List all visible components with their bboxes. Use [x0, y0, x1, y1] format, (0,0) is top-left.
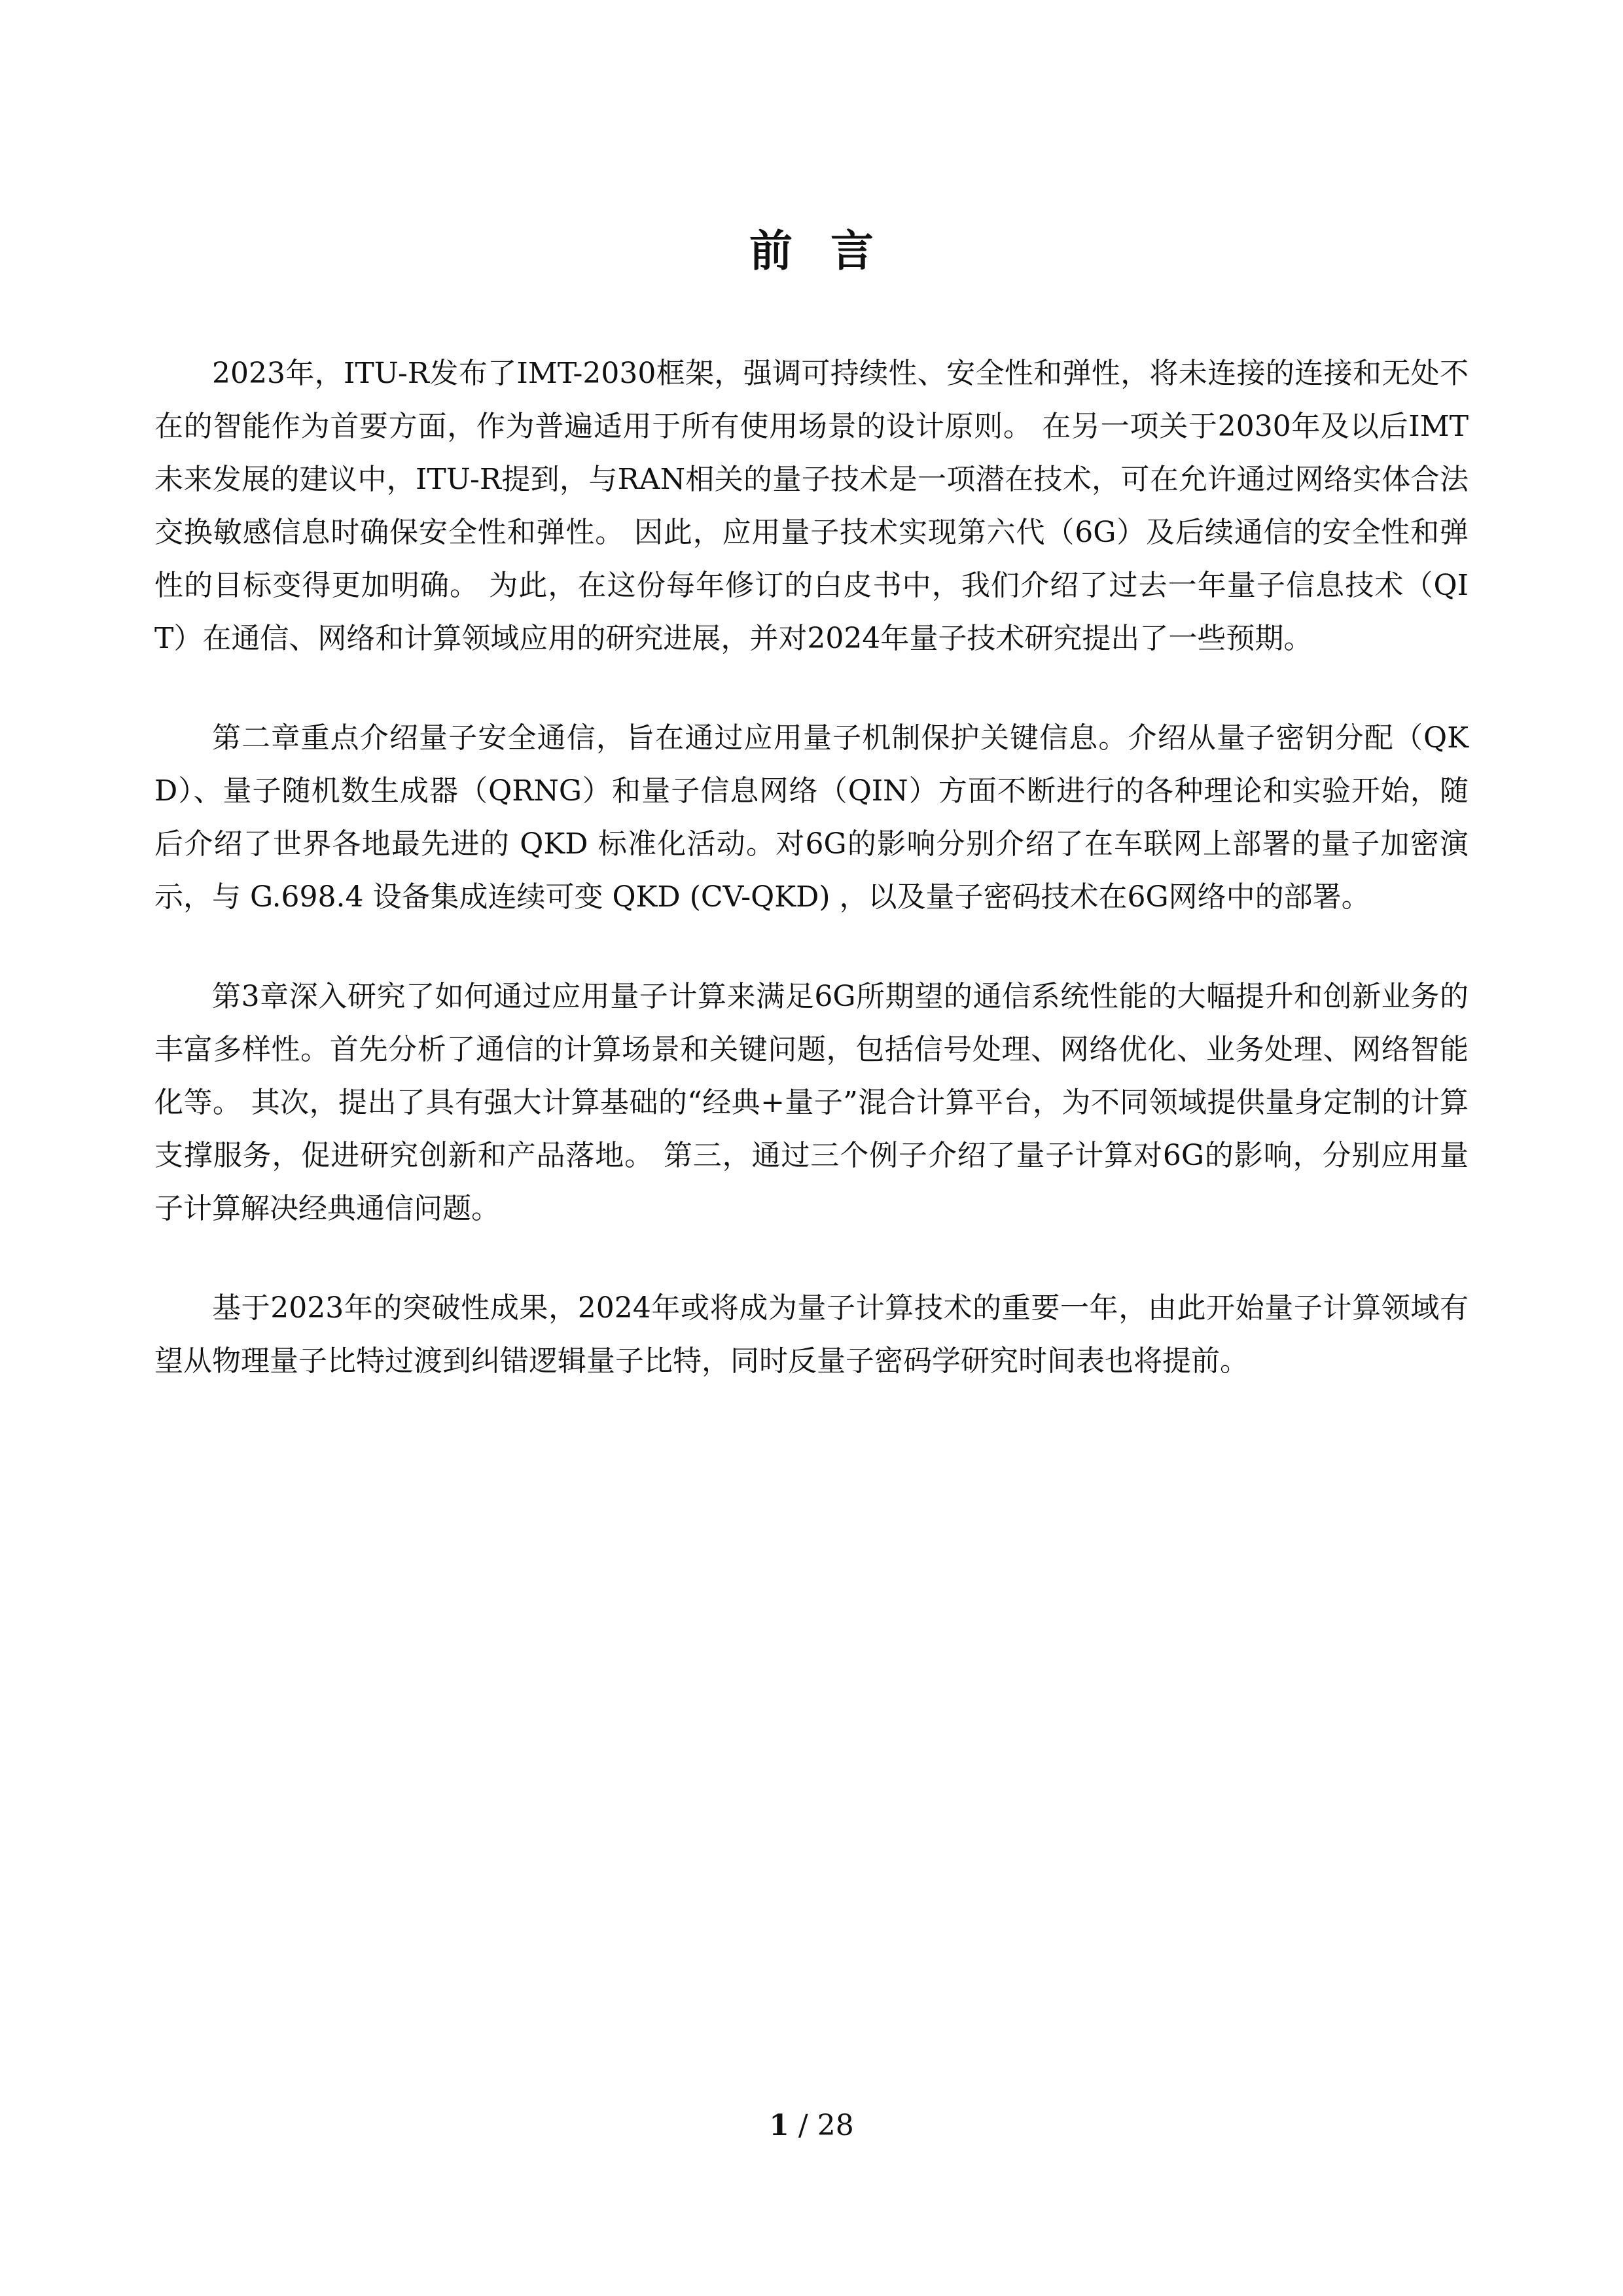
body-text [154, 347, 1469, 1434]
page-number [0, 2111, 1623, 2140]
page-current: 1 [769, 2109, 789, 2142]
paragraph-outlook: 基于2023年的突破性成果，2024年或将成为量子计算技术的重要一年，由此开始量子计算领域有望从物理量子比特过渡到纠错逻辑量子比特，同时反量子密码学研究时间表也将提前。 [154, 1291, 1469, 1378]
paragraph-chapter-3: 第3章深入研究了如何通过应用量子计算来满足6G所期望的通信系统性能的大幅提升和创新业务的丰富多样性。首先分析了通信的计算场景和关键问题，包括信号处理、网络优化、业务处理、网络智能化等。 其次，提出了具有强大计算基础的“经典+量子”混合计算平台，为不同领域提供量身定制的计算支撑服务，促进研究创新和产品落地。 第三，通过三个例子介绍了量子计算对6G的影响，分别应用量子计算解决经典通信问题。 [154, 980, 1469, 1225]
page-title: 前言 [749, 225, 912, 276]
paragraph-chapter-2: 第二章重点介绍量子安全通信，旨在通过应用量子机制保护关键信息。介绍从量子密钥分配（QKD）、量子随机数生成器（QRNG）和量子信息网络（QIN）方面不断进行的各种理论和实验开始，随后介绍了世界各地最先进的 QKD 标准化活动。对6G的影响分别介绍了在车联网上部署的量子加密演示，与 G.698.4 设备集成连续可变 QKD (CV-QKD) ，以及量子密码技术在6G网络中的部署。 [154, 721, 1469, 914]
paragraph-intro: 2023年，ITU-R发布了IMT-2030框架，强调可持续性、安全性和弹性，将未连接的连接和无处不在的智能作为首要方面，作为普遍适用于所有使用场景的设计原则。 在另一项关于2030年及以后IMT未来发展的建议中，ITU-R提到，与RAN相关的量子技术是一项潜在技术，可在允许通过网络实体合法交换敏感信息时确保安全性和弹性。 因此，应用量子技术实现第六代（6G）及后续通信的安全性和弹性的目标变得更加明确。 为此，在这份每年修订的白皮书中，我们介绍了过去一年量子信息技术（QIT）在通信、网络和计算领域应用的研究进展，并对2024年量子技术研究提出了一些预期。 [154, 357, 1469, 655]
page-separator: / [789, 2109, 817, 2142]
page-total: 28 [817, 2109, 854, 2142]
